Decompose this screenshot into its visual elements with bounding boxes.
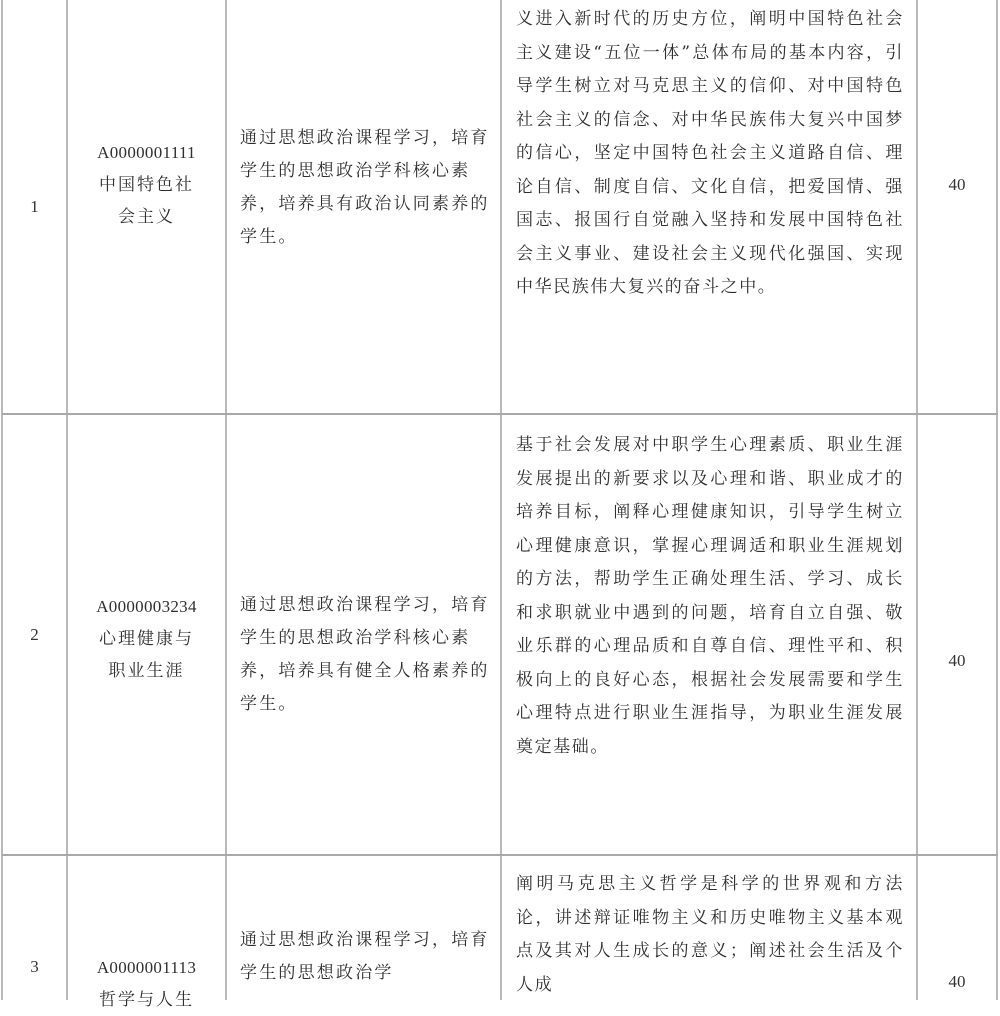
course-name: 心理健康与职业生涯 [99, 629, 194, 681]
course-content: 义进入新时代的历史方位，阐明中国特色社会主义建设“五位一体”总体布局的基本内容，引导学生树立对马克思主义的信仰、对中国特色社会主义的信念、对中华民族伟大复兴中国梦的信心，坚定中国特色社会主义道路自信、理论自信、制度自信、文化自信，把爱国情、强国志、报国行自觉融入坚持和发展中国特色社会主义事业、建设社会主义现代化强国、实现中华民族伟大复兴的奋斗之中。 [516, 9, 904, 297]
row-index: 2 [30, 624, 39, 644]
course-hours: 40 [948, 972, 966, 991]
course-cell [68, 415, 225, 863]
course-content: 阐明马克思主义哲学是科学的世界观和方法论，讲述辩证唯物主义和历史唯物主义基本观点及其对人生成长的意义；阐述社会生活及个人成 [516, 874, 904, 995]
course-hours: 40 [948, 175, 966, 194]
course-goal: 通过思想政治课程学习，培育学生的思想政治学科核心素养，培养具有政治认同素养的学生。 [240, 128, 490, 247]
course-code: A0000001111 [97, 143, 196, 162]
table-border-right [996, 0, 998, 1000]
course-content: 基于社会发展对中职学生心理素质、职业生涯发展提出的新要求以及心理和谐、职业成才的培养目标，阐释心理健康知识，引导学生树立心理健康意识，掌握心理调适和职业生涯规划的方法，帮助学生正确处理生活、学习、成长和求职就业中遇到的问题，培育自立自强、敬业乐群的心理品质和自尊自信、理性平和、积极向上的良好心态，根据社会发展需要和学生心理特点进行职业生涯指导，为职业生涯发展奠定基础。 [516, 435, 904, 757]
row-index: 1 [30, 196, 39, 216]
course-goal: 通过思想政治课程学习，培育学生的思想政治学科核心素养，培养具有健全人格素养的学生。 [240, 595, 490, 714]
course-cell [68, 0, 225, 370]
course-goal: 通过思想政治课程学习，培育学生的思想政治学 [240, 930, 490, 983]
course-cell [68, 952, 225, 1016]
course-code: A0000003234 [96, 597, 197, 616]
course-name: 中国特色社会主义 [99, 175, 194, 227]
course-hours: 40 [948, 651, 966, 670]
course-code: A0000001113 [96, 958, 197, 977]
row-index: 3 [30, 957, 39, 976]
course-name: 哲学与人生 [99, 990, 194, 1010]
